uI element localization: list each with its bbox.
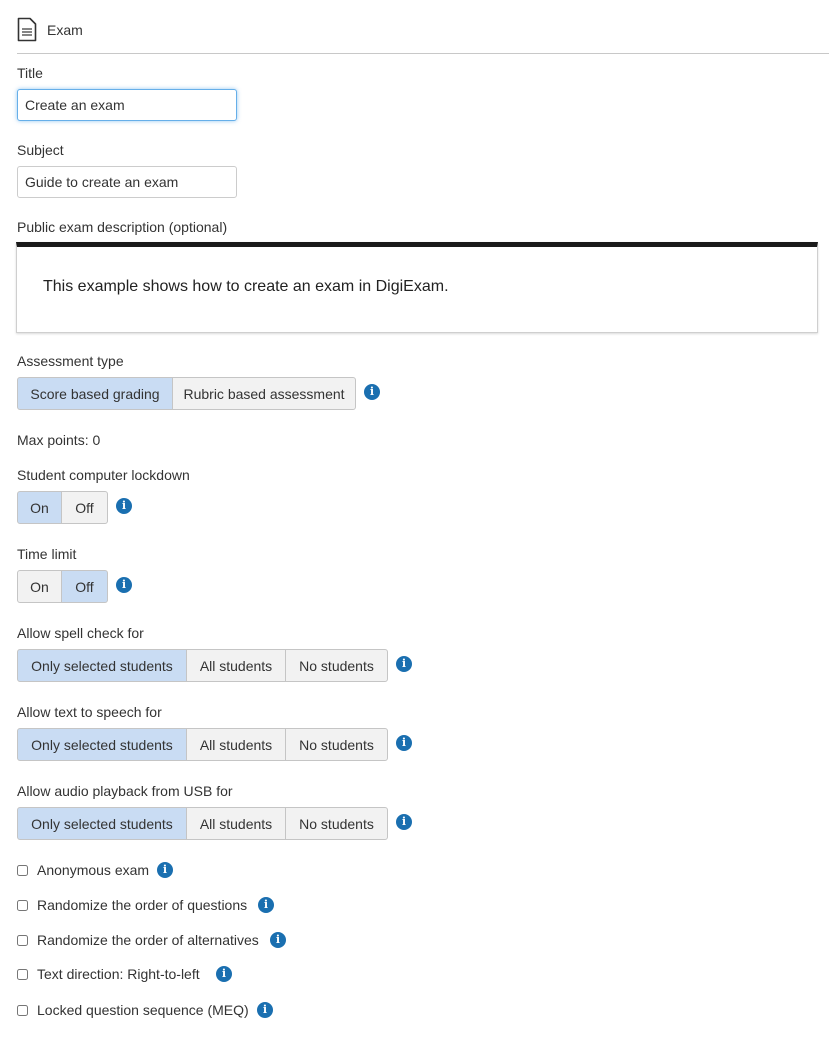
spell-check-all-students-button[interactable]: All students <box>186 649 286 682</box>
description-text[interactable]: This example shows how to create an exam in DigiExam. <box>43 278 449 295</box>
description-editor[interactable] <box>16 242 818 333</box>
spell-check-no-students-button[interactable]: No students <box>285 649 388 682</box>
text-to-speech-toggle <box>17 728 388 761</box>
tts-all-students-button[interactable]: All students <box>186 728 286 761</box>
audio-no-students-button[interactable]: No students <box>285 807 388 840</box>
lockdown-on-button[interactable]: On <box>17 491 62 524</box>
spell-check-label: Allow spell check for <box>17 625 144 641</box>
page-title: Exam <box>47 22 83 38</box>
max-points-text: Max points: 0 <box>17 432 101 448</box>
time-limit-off-button[interactable]: Off <box>61 570 108 603</box>
info-icon[interactable]: i <box>116 577 132 593</box>
audio-playback-toggle <box>17 807 388 840</box>
tts-selected-students-button[interactable]: Only selected students <box>17 728 187 761</box>
right-to-left-label: Text direction: Right-to-left <box>37 966 200 982</box>
info-icon[interactable]: i <box>216 966 232 982</box>
assessment-type-toggle <box>17 377 356 410</box>
spell-check-toggle <box>17 649 388 682</box>
randomize-alternatives-checkbox[interactable] <box>17 935 28 946</box>
lockdown-toggle <box>17 491 108 524</box>
locked-sequence-checkbox[interactable] <box>17 1005 28 1016</box>
info-icon[interactable]: i <box>364 384 380 400</box>
info-icon[interactable]: i <box>396 735 412 751</box>
audio-playback-label: Allow audio playback from USB for <box>17 783 233 799</box>
audio-selected-students-button[interactable]: Only selected students <box>17 807 187 840</box>
header-divider <box>17 53 829 54</box>
randomize-alternatives-label: Randomize the order of alternatives <box>37 932 259 948</box>
time-limit-on-button[interactable]: On <box>17 570 62 603</box>
randomize-questions-checkbox[interactable] <box>17 900 28 911</box>
text-to-speech-label: Allow text to speech for <box>17 704 162 720</box>
score-based-grading-button[interactable]: Score based grading <box>17 377 173 410</box>
lockdown-label: Student computer lockdown <box>17 467 190 483</box>
title-label: Title <box>17 65 43 81</box>
title-input[interactable] <box>17 89 237 121</box>
info-icon[interactable]: i <box>116 498 132 514</box>
rubric-based-assessment-button[interactable]: Rubric based assessment <box>172 377 356 410</box>
info-icon[interactable]: i <box>396 814 412 830</box>
document-icon <box>17 17 37 42</box>
time-limit-label: Time limit <box>17 546 77 562</box>
subject-input[interactable] <box>17 166 237 198</box>
tts-no-students-button[interactable]: No students <box>285 728 388 761</box>
description-label: Public exam description (optional) <box>17 219 228 235</box>
info-icon[interactable]: i <box>257 1002 273 1018</box>
audio-all-students-button[interactable]: All students <box>186 807 286 840</box>
info-icon[interactable]: i <box>157 862 173 878</box>
info-icon[interactable]: i <box>270 932 286 948</box>
anonymous-exam-checkbox[interactable] <box>17 865 28 876</box>
right-to-left-checkbox[interactable] <box>17 969 28 980</box>
lockdown-off-button[interactable]: Off <box>61 491 108 524</box>
randomize-questions-label: Randomize the order of questions <box>37 897 248 913</box>
spell-check-selected-students-button[interactable]: Only selected students <box>17 649 187 682</box>
info-icon[interactable]: i <box>396 656 412 672</box>
info-icon[interactable]: i <box>258 897 274 913</box>
locked-sequence-label: Locked question sequence (MEQ) <box>37 1002 249 1018</box>
subject-label: Subject <box>17 142 64 158</box>
assessment-type-label: Assessment type <box>17 353 124 369</box>
time-limit-toggle <box>17 570 108 603</box>
anonymous-exam-label: Anonymous exam <box>37 862 150 878</box>
